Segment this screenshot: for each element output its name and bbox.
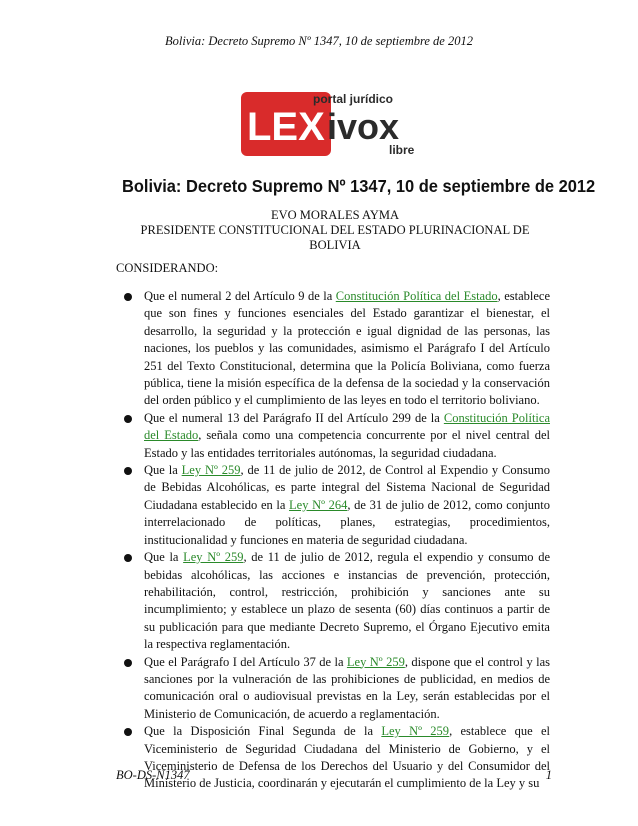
- logo-lex-text: LEX: [247, 105, 325, 149]
- list-item: [116, 410, 550, 462]
- item-text: , de 11 de julio de 2012, de Control al Expendio y Consumo de Bebidas Alcohólicas, es parte integral del Sistema Nacional de Seguridad Ciudadana establecido en la: [144, 463, 550, 512]
- running-header: Bolivia: Decreto Supremo Nº 1347, 10 de septiembre de 2012: [165, 34, 473, 48]
- law-link[interactable]: Ley Nº 259: [381, 724, 450, 739]
- considerando-list: [116, 288, 550, 793]
- item-text: , señala como una competencia concurrente por el nivel central del Estado y las entidades territoriales autónomas, la seguridad ciudadana.: [144, 428, 551, 460]
- page-number: 1: [545, 768, 552, 782]
- item-text: Que la: [144, 463, 182, 478]
- list-item: [116, 288, 550, 410]
- law-link[interactable]: Ley Nº 264: [289, 497, 348, 512]
- bullet-icon: [124, 467, 132, 475]
- logo-libre-text: libre: [389, 143, 415, 157]
- author-line: EVO MORALES AYMA: [270, 208, 400, 222]
- item-text: Que el numeral 2 del Artículo 9 de la: [144, 289, 336, 303]
- law-link[interactable]: Ley Nº 259: [183, 550, 244, 565]
- considerando-heading: CONSIDERANDO:: [116, 261, 219, 275]
- bullet-icon: [124, 554, 132, 562]
- author-line: BOLIVIA: [309, 238, 361, 252]
- bullet-icon: [124, 659, 132, 667]
- law-link[interactable]: Ley Nº 259: [181, 463, 241, 478]
- item-text: Que el Parágrafo I del Artículo 37 de la: [144, 654, 347, 669]
- law-link[interactable]: Ley Nº 259: [346, 654, 405, 669]
- logo-vox-text: ivox: [327, 106, 400, 147]
- item-text: , de 31 de julio de 2012, como conjunto interrelacionado de políticas, planes, estrategias, procedimientos, institucionalidad y funciones en materia de seguridad ciudadana.: [144, 497, 551, 547]
- item-text: Que el numeral 13 del Parágrafo II del Artículo 299 de la: [144, 410, 444, 425]
- law-link[interactable]: Constitución Política del Estado: [335, 289, 498, 303]
- list-item: [116, 462, 550, 549]
- bullet-icon: [124, 415, 132, 423]
- law-link[interactable]: Constitución Política del Estado: [144, 410, 550, 443]
- item-text: , establece que son fines y funciones esenciales del Estado garantizar el bienestar, el desarrollo, la seguridad y la protección e igual dignidad de las personas, las naciones, los pueblos y las comunidades, asimismo el Parágrafo I del Artículo 251 del Texto Constitucional, determina que la Policía Boliviana, como fuerza pública, tiene la misión específica de la defensa de la sociedad y la conservación del orden público y el cumplimiento de las leyes en todo el territorio boliviano.: [144, 289, 551, 408]
- item-text: Que la Disposición Final Segunda de la: [144, 724, 382, 739]
- list-item: [116, 654, 550, 724]
- document-title: Bolivia: Decreto Supremo Nº 1347, 10 de septiembre de 2012: [122, 176, 596, 196]
- author-block: [120, 208, 550, 253]
- list-item: [116, 549, 550, 653]
- item-text: , dispone que el control y las sanciones por la vulneración de las prohibiciones de publicidad, en medios de comunicación oral o audiovisual previstas en la Ley, serán establecidas por el Ministerio de Comunicación, de acuerdo a reglamentación.: [144, 654, 550, 721]
- logo-portal-text: portal jurídico: [313, 92, 394, 106]
- item-text: , de 11 de julio de 2012, regula el expendio y consumo de bebidas alcohólicas, las acciones e instancias de prevención, protección, rehabilitación, control, restricción, prohibición y sanciones ante su incumplimiento; y establece un plazo de sesenta (60) días continuos a partir de su publicación para que mediante Decreto Supremo, el Órgano Ejecutivo emita la respectiva reglamentación.: [144, 550, 550, 652]
- author-line: PRESIDENTE CONSTITUCIONAL DEL ESTADO PLURINACIONAL DE: [140, 223, 530, 237]
- bullet-icon: [124, 728, 132, 736]
- footer-code: BO-DS-N1347: [116, 768, 190, 782]
- bullet-icon: [124, 293, 132, 301]
- lexivox-logo[interactable]: [233, 84, 443, 164]
- item-text: Que la: [144, 550, 184, 565]
- item-text: , establece que el Viceministerio de Seguridad Ciudadana del Ministerio de Gobierno, y el Viceministerio de Defensa de los Derechos del Usuario y del Consumidor del Ministerio de Justicia, coordinarán y ejecutarán el cumplimiento de la Ley y su: [144, 724, 550, 791]
